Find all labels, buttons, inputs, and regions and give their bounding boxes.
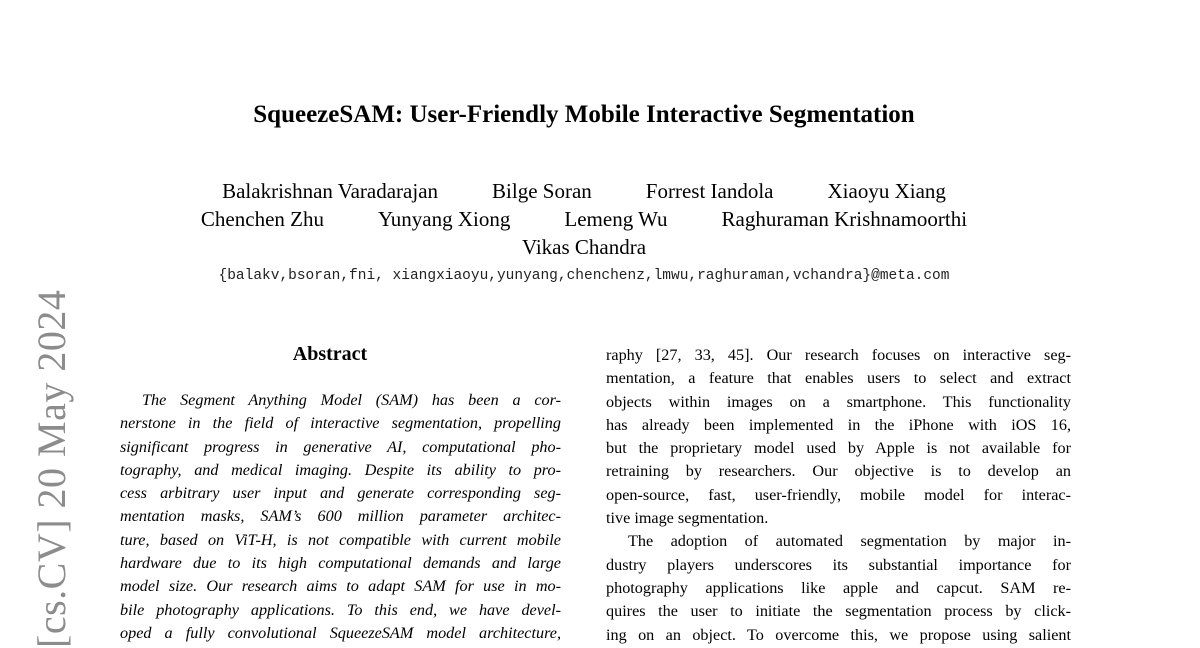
author-line-2	[0, 205, 1168, 233]
author-name: Lemeng Wu	[564, 207, 668, 231]
abstract-line: nerstone in the field of interactive segmentation, propelling	[120, 414, 561, 433]
abstract-line: model size. Our research aims to adapt SAM for use in mo-	[120, 577, 561, 596]
body-line: objects within images on a smartphone. This functionality	[606, 392, 1071, 411]
author-name: Raghuraman Krishnamoorthi	[721, 207, 968, 231]
abstract-heading: Abstract	[292, 343, 368, 365]
body-line: tive image segmentation.	[606, 509, 769, 528]
right-column	[606, 344, 1071, 647]
abstract-line: oped a fully convolutional SqueezeSAM model architecture,	[120, 623, 561, 642]
abstract-line: significant progress in generative AI, computational pho-	[120, 437, 561, 456]
body-line: has already been implemented in the iPhone with iOS 16,	[606, 415, 1071, 434]
abstract-line: The Segment Anything Model (SAM) has been a cor-	[142, 391, 561, 409]
author-emails: {balakv,bsoran,fni, xiangxiaoyu,yunyang,chenchenz,lmwu,raghuraman,vchandra}@meta.com	[218, 268, 950, 284]
body-line: dustry players underscores its substantial importance for	[606, 555, 1071, 574]
body-line: ing on an object. To overcome this, we propose using salient	[606, 625, 1071, 644]
author-line-3	[0, 233, 1168, 261]
author-name: Xiaoyu Xiang	[827, 179, 946, 203]
abstract-line: tography, and medical imaging. Despite its ability to pro-	[120, 460, 561, 479]
arxiv-stamp-text: [cs.CV] 20 May 2024	[29, 289, 74, 648]
left-column	[120, 340, 564, 645]
abstract-line: mentation masks, SAM’s 600 million parameter architec-	[120, 507, 561, 526]
body-line: photography applications like apple and capcut. SAM re-	[606, 578, 1071, 597]
body-line: raphy [27, 33, 45]. Our research focuses on interactive seg-	[606, 346, 1071, 364]
author-name: Chenchen Zhu	[200, 207, 324, 231]
body-line: mentation, a feature that enables users to select and extract	[606, 369, 1071, 388]
author-name: Yunyang Xiong	[377, 207, 511, 231]
body-line: quires the user to initiate the segmentation process by click-	[606, 602, 1071, 621]
abstract-line: ture, based on ViT-H, is not compatible with current mobile	[120, 530, 561, 549]
paper-title: SqueezeSAM: User-Friendly Mobile Interactive Segmentation	[253, 101, 915, 128]
author-name: Bilge Soran	[492, 179, 592, 203]
abstract-line: bile photography applications. To this end, we have devel-	[120, 600, 561, 619]
intro-paragraph-1	[606, 344, 1071, 530]
abstract-line: hardware due to its high computational demands and large	[120, 554, 561, 573]
author-line-1	[0, 177, 1168, 205]
body-line: The adoption of automated segmentation by major in-	[628, 532, 1071, 551]
intro-paragraph-2	[606, 530, 1071, 646]
body-line: open-source, fast, user-friendly, mobile model for interac-	[606, 485, 1071, 504]
abstract-body	[120, 389, 564, 645]
author-name: Vikas Chandra	[521, 235, 647, 259]
body-line: retraining by researchers. Our objective is to develop an	[606, 462, 1071, 481]
arxiv-stamp	[24, 290, 80, 648]
author-name: Forrest Iandola	[645, 179, 774, 203]
author-name: Balakrishnan Varadarajan	[222, 179, 439, 203]
body-line: but the proprietary model used by Apple is not available for	[606, 439, 1071, 458]
abstract-line: cess arbitrary user input and generate corresponding seg-	[120, 484, 561, 503]
author-list	[0, 177, 1168, 261]
